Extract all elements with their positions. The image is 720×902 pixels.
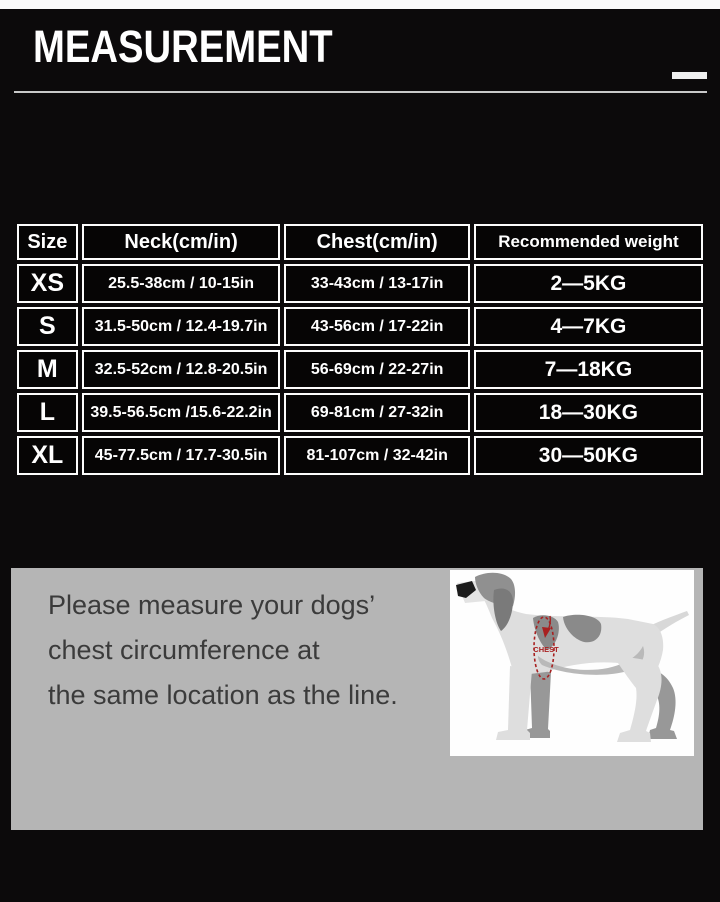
note-line-3: the same location as the line. <box>48 680 398 710</box>
title-dash-decoration <box>672 72 707 79</box>
col-header-chest: Chest(cm/in) <box>284 224 469 260</box>
table-row <box>17 436 703 475</box>
table-row <box>17 350 703 389</box>
neck-value: 31.5-50cm / 12.4-19.7in <box>82 307 281 346</box>
dog-measurement-illustration <box>450 570 694 756</box>
title-underline <box>14 91 707 93</box>
page-title: MEASUREMENT <box>33 21 333 72</box>
table-row <box>17 307 703 346</box>
note-text <box>48 583 448 718</box>
dog-illustration-icon <box>450 570 694 756</box>
size-value: XS <box>17 264 78 303</box>
measurement-note-panel <box>11 568 703 830</box>
table-row <box>17 393 703 432</box>
chest-value: 33-43cm / 13-17in <box>284 264 469 303</box>
size-value: M <box>17 350 78 389</box>
neck-value: 45-77.5cm / 17.7-30.5in <box>82 436 281 475</box>
chest-value: 43-56cm / 17-22in <box>284 307 469 346</box>
table-header-row <box>17 224 703 260</box>
neck-value: 39.5-56.5cm /15.6-22.2in <box>82 393 281 432</box>
top-white-strip <box>0 0 720 9</box>
col-header-weight: Recommended weight <box>474 224 703 260</box>
chest-value: 56-69cm / 22-27in <box>284 350 469 389</box>
neck-value: 32.5-52cm / 12.8-20.5in <box>82 350 281 389</box>
weight-value: 18—30KG <box>474 393 703 432</box>
size-measurement-table <box>13 220 707 479</box>
weight-value: 2—5KG <box>474 264 703 303</box>
size-value: L <box>17 393 78 432</box>
note-line-1: Please measure your dogs’ <box>48 590 376 620</box>
note-line-2: chest circumference at <box>48 635 320 665</box>
col-header-size: Size <box>17 224 78 260</box>
neck-value: 25.5-38cm / 10-15in <box>82 264 281 303</box>
size-value: XL <box>17 436 78 475</box>
col-header-neck: Neck(cm/in) <box>82 224 281 260</box>
table-row <box>17 264 703 303</box>
weight-value: 4—7KG <box>474 307 703 346</box>
weight-value: 7—18KG <box>474 350 703 389</box>
chest-label: CHEST <box>533 645 559 654</box>
dog-near-front-leg <box>496 666 532 740</box>
chest-value: 81-107cm / 32-42in <box>284 436 469 475</box>
weight-value: 30—50KG <box>474 436 703 475</box>
size-value: S <box>17 307 78 346</box>
chest-value: 69-81cm / 27-32in <box>284 393 469 432</box>
